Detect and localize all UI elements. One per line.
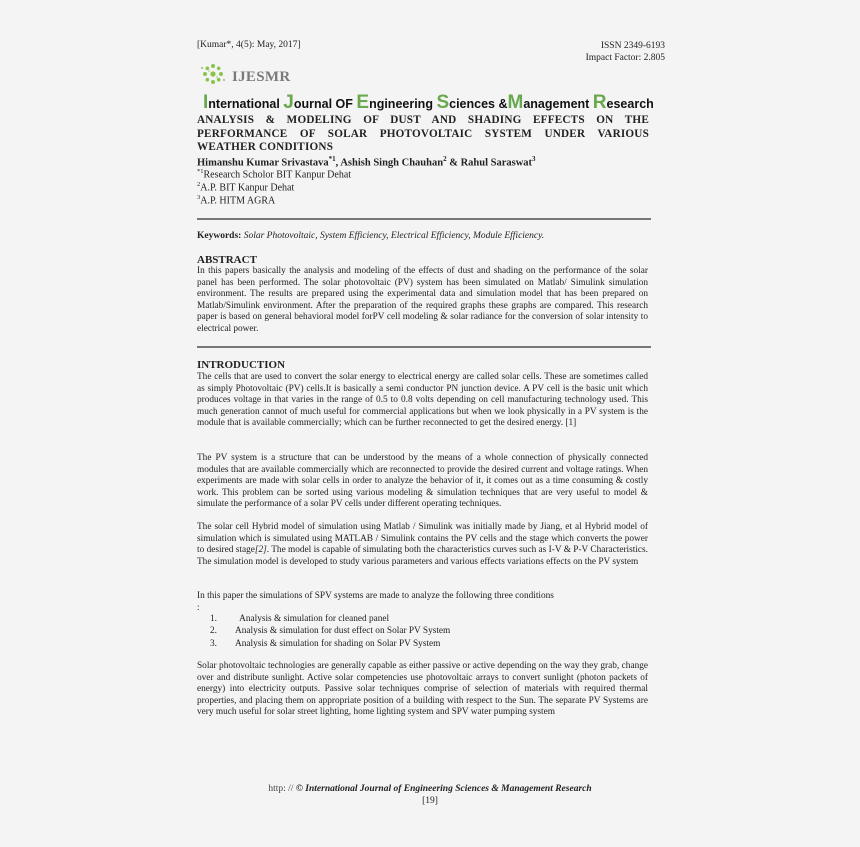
abstract-heading: ABSTRACT bbox=[197, 254, 257, 266]
citation-header: [Kumar*, 4(5): May, 2017] bbox=[197, 40, 301, 50]
affiliation-3: $^3$A.P. HITM AGRA bbox=[197, 194, 276, 207]
paper-title: ANALYSIS & MODELING OF DUST AND SHADING EFFECTS ON THE PERFORMANCE OF SOLAR PHOTOVOLTAIC SYSTEM UNDER VARIOUS WEATHER CONDITIONS bbox=[197, 114, 649, 153]
conditions-list bbox=[197, 613, 450, 650]
issn: ISSN 2349-6193 bbox=[600, 41, 665, 51]
impact-factor: Impact Factor: 2.805 bbox=[585, 53, 665, 63]
keywords: Keywords: Solar Photovoltaic, System Efficiency, Electrical Efficiency, Module Efficiency. bbox=[197, 231, 545, 241]
footer-copyright: © International Journal of Engineering Sciences & Management Research bbox=[295, 784, 592, 794]
intro-paragraph-5: Solar photovoltaic technologies are generally capable as either passive or active depending on the way they grab, change over and distribute sunlight. Active solar competencies use photovoltaic arrays to convert sunlight (photon packets of energy) into electricity outputs. Passive solar techniques comprise of selection of materials with required thermal properties, and placing them on appropriate position of a building with respect to the Sun. The separate PV Systems are very much useful for solar street lighting, home lighting system and SPV water pumping system bbox=[197, 661, 648, 718]
logo-text: IJESMR bbox=[232, 69, 291, 85]
abstract-text: In this papers basically the analysis and modeling of the effects of dust and shading on the performance of the solar panel has been performed. The solar photovoltaic (PV) system has been simulated on Matlab/ Simulink simulation environment. The results are prepared using the experimental data and simulation model that has been prepared on Matlab/Simulink environment. After the preparation of the required graphs these graphs are compared. This research paper is based on general behavioral model forPV cell modeling & solar radiance for the conversion of solar intensity to electrical power. bbox=[197, 266, 648, 334]
author-list: Himanshu Kumar Srivastava$^{*1}$, Ashish Singh Chauhan$^2$ & Rahul Saraswat$^3$ bbox=[197, 155, 536, 169]
footer bbox=[0, 784, 860, 794]
intro-paragraph-4: In this paper the simulations of SPV systems are made to analyze the following three conditions : bbox=[197, 591, 554, 613]
affiliation-1: $^{*1}$Research Scholor BIT Kanpur Dehat bbox=[197, 168, 352, 181]
journal-title: International Journal OF Engineering Sciences &Management Research bbox=[203, 92, 654, 113]
intro-paragraph-2: The PV system is a structure that can be understood by the means of a whole connection of physically connected modules that are available commercially which are reconnected to provide the desired current and voltage ratings. When experiments are made with solar cells in order to analyze the behavior of it, it comes out as a time consuming & costly work. This problem can be sorted using various modeling & simulation techniques that are very useful to model & simulate the performance of a solar PV cells under different operating techniques. bbox=[197, 453, 648, 510]
divider bbox=[197, 346, 651, 348]
divider bbox=[197, 218, 651, 220]
intro-paragraph-3: The solar cell Hybrid model of simulation using Matlab / Simulink was initially made by Jiang, et al Hybrid model of simulation which is simulated using MATLAB / Simulink contains the PV cells and the stage which converts the power to desired stage[2]. The model is capable of simulating both the characteristics curves such as I-V & P-V Characteristics. The simulation model is developed to study various parameters and various effects variations effects on the PV system bbox=[197, 522, 648, 567]
issn-header bbox=[586, 40, 665, 64]
introduction-heading: INTRODUCTION bbox=[197, 359, 286, 371]
footer-url[interactable]: http: // bbox=[268, 784, 296, 794]
list-item: 2. Analysis & simulation for dust effect on Solar PV System bbox=[210, 626, 451, 637]
list-item: 1. Analysis & simulation for cleaned panel bbox=[210, 614, 390, 624]
page-number: [19] bbox=[422, 796, 438, 806]
intro-paragraph-1: The cells that are used to convert the solar energy to electrical energy are called solar cells. These are sometimes called as simply Photovoltaic (PV) cells.It is basically a semi conductor PN junction device. A PV cell is the basic unit which produces voltage in that varies in the range of 0.5 to 0.8 volts depending on cell manufacturing technology used. This much generation cannot of much useful for commercial applications but when we look physically in a PV system is the module that is available commercially; which can be further reconnected to get the desired energy. [1] bbox=[197, 372, 648, 429]
list-item: 3. Analysis & simulation for shading on Solar PV System bbox=[210, 638, 441, 649]
flower-logo-icon bbox=[200, 62, 226, 86]
affiliation-2: $^2$A.P. BIT Kanpur Dehat bbox=[197, 181, 295, 194]
